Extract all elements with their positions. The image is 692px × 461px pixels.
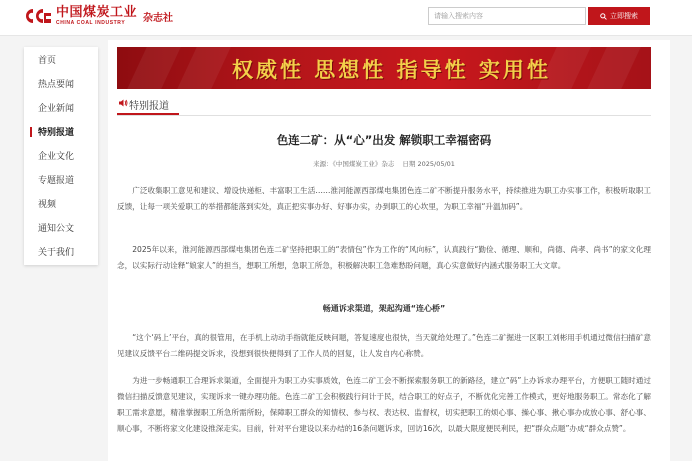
sidebar-item-special-report[interactable]: 特别报道 — [38, 128, 75, 138]
article-subheading: 畅通诉求渠道，架起沟通“连心桥” — [322, 304, 446, 313]
section-title: 特别报道 — [129, 101, 169, 112]
active-marker — [30, 127, 32, 137]
sidebar-item-video[interactable]: 视频 — [38, 200, 57, 210]
search-button[interactable] — [588, 7, 650, 25]
logo-title-en: CHINA COAL INDUSTRY — [56, 20, 126, 26]
sidebar-item-hot-news[interactable]: 热点要闻 — [38, 80, 75, 90]
article-source: 来源：《中国煤炭工业》杂志 — [313, 160, 395, 168]
article-paragraph: 广泛收集职工意见和建议、增设快递柜、丰富职工生活……淮河能源西部煤电集团色连二矿不断提升服务水平，持续推进为职工办实事工作，积极听取职工反馈，让每一项关爱职工的举措都能落到实处，真正把实事办好、好事办实，办到职工的心坎里，为职工幸福“升温加码”。 — [117, 186, 651, 211]
article-paragraph: “这个‘码上’平台，真的很管用，在手机上动动手指就能反映问题，答复速度也很快，当天就给处理了。”色连二矿掘进一区职工刘彬用手机通过微信扫描矿意见建议反馈平台二维码提交诉求，没想到很快便得到了工作人员的回复，让人发自内心称赞。 — [117, 333, 651, 358]
article-date: 日期 2025/05/01 — [402, 160, 455, 168]
sidebar-nav — [24, 47, 98, 265]
logo-title-cn: 中国煤炭工业 — [56, 5, 138, 20]
search-button-label: 立即搜索 — [610, 13, 638, 20]
sidebar-item-company-news[interactable]: 企业新闻 — [38, 104, 75, 114]
article-title: 色连二矿：从“心”出发 解锁职工幸福密码 — [276, 133, 492, 147]
search-icon — [600, 13, 607, 20]
sidebar-item-culture[interactable]: 企业文化 — [38, 152, 75, 162]
sidebar-item-topics[interactable]: 专题报道 — [38, 176, 75, 186]
section-header — [117, 95, 651, 116]
banner-slogan: 权威性 思想性 指导性 实用性 — [232, 57, 551, 82]
article-paragraph: 2025年以来，淮河能源西部煤电集团色连二矿坚持把职工的“表情包”作为工作的“风向标”，认真践行“勤俭、循理、顺和，尚德、尚孝、尚书”的家文化理念，以实际行动诠释“娘家人”的担当，想职工所想，急职工所急，积极解决职工急难愁盼问题，真心实意做好内涵式服务职工大文章。 — [117, 245, 651, 270]
search-input[interactable]: 请输入搜索内容 — [428, 7, 586, 25]
logo-subtitle: 杂志社 — [143, 12, 174, 24]
sidebar-item-home[interactable]: 首页 — [38, 56, 57, 66]
section-underline — [117, 113, 179, 115]
article-meta — [117, 159, 651, 168]
top-header — [0, 0, 692, 36]
sidebar-item-notices[interactable]: 通知公文 — [38, 224, 75, 234]
logo-mark-icon — [24, 7, 52, 25]
article-paragraph: 为进一步畅通职工合理诉求渠道，全面提升为职工办实事质效，色连二矿工会不断探索服务职工的新路径，建立“码”上办诉求办理平台，方便职工随时通过微信扫描反馈意见建议，实现诉求一键办理功能。色连二矿工会积极践行问计于民，结合职工的好点子，不断优化完善工作模式，更好地服务职工。常态化了解职工需求意愿，精准掌握职工所急所需所盼，保障职工群众的知情权、参与权、表达权、监督权，切实把职工的烦心事、操心事、揪心事办成放心事、舒心事、顺心事，不断将家文化建设推深走实。目前，针对平台建设以来办结的16条问题诉求，回访16次，以最大限度便民利民，把“群众点题”办成“群众点赞”。 — [117, 376, 651, 433]
speaker-icon — [118, 98, 128, 108]
site-logo[interactable] — [24, 5, 173, 27]
slogan-banner — [117, 47, 651, 89]
sidebar-item-about[interactable]: 关于我们 — [38, 248, 75, 258]
